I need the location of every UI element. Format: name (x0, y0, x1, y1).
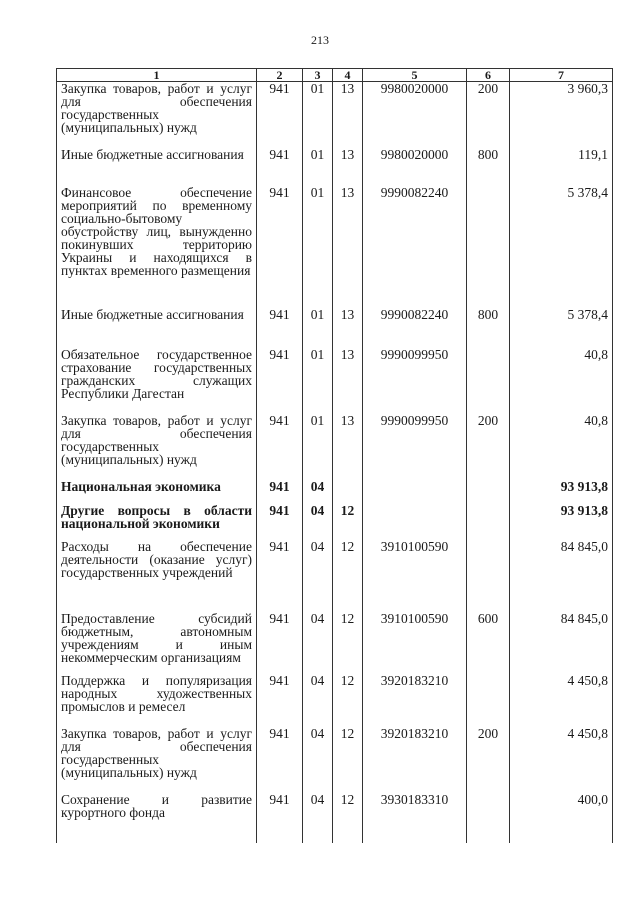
row-target-cell: 3910100590 (363, 540, 467, 612)
row-code-cell: 941 (257, 480, 303, 504)
row-code-cell: 941 (257, 674, 303, 727)
row-subsection-cell: 12 (333, 540, 363, 612)
table-row (57, 186, 613, 308)
row-subsection-cell: 12 (333, 674, 363, 727)
row-target-cell: 9980020000 (363, 148, 467, 186)
row-subsection-cell: 12 (333, 504, 363, 540)
table-row (57, 540, 613, 612)
header-cell: 2 (257, 69, 303, 82)
row-code-cell: 941 (257, 540, 303, 612)
table-row (57, 348, 613, 414)
header-cell: 7 (510, 69, 613, 82)
row-code-cell: 941 (257, 612, 303, 674)
row-amount-cell: 4 450,8 (510, 727, 613, 793)
row-target-cell: 9990099950 (363, 348, 467, 414)
row-section-cell: 01 (303, 308, 333, 348)
row-subsection-cell: 13 (333, 148, 363, 186)
table-row (57, 82, 613, 148)
table-row (57, 793, 613, 843)
row-name-cell: Поддержка и популяризация народных художественных промыслов и ремесел (57, 674, 257, 727)
row-target-cell (363, 504, 467, 540)
row-subsection-cell: 13 (333, 414, 363, 480)
row-type-cell (467, 674, 510, 727)
row-subsection-cell: 12 (333, 612, 363, 674)
table-row (57, 727, 613, 793)
row-section-cell: 04 (303, 540, 333, 612)
row-target-cell: 3910100590 (363, 612, 467, 674)
row-target-cell: 3920183210 (363, 727, 467, 793)
header-row (57, 69, 613, 82)
row-section-cell: 01 (303, 348, 333, 414)
row-code-cell: 941 (257, 727, 303, 793)
row-section-cell: 01 (303, 82, 333, 148)
row-type-cell: 200 (467, 414, 510, 480)
header-cell: 3 (303, 69, 333, 82)
row-section-cell: 04 (303, 480, 333, 504)
row-target-cell: 9990099950 (363, 414, 467, 480)
page-number: 213 (311, 33, 329, 47)
row-target-cell (363, 480, 467, 504)
row-code-cell: 941 (257, 308, 303, 348)
row-type-cell (467, 540, 510, 612)
row-type-cell (467, 480, 510, 504)
row-type-cell (467, 186, 510, 308)
row-subsection-cell: 12 (333, 793, 363, 843)
row-target-cell: 3930183310 (363, 793, 467, 843)
row-type-cell: 800 (467, 148, 510, 186)
table-row (57, 674, 613, 727)
row-amount-cell: 84 845,0 (510, 540, 613, 612)
row-amount-cell: 40,8 (510, 348, 613, 414)
row-code-cell: 941 (257, 186, 303, 308)
row-section-cell: 01 (303, 414, 333, 480)
row-type-cell: 600 (467, 612, 510, 674)
row-code-cell: 941 (257, 82, 303, 148)
table-row (57, 612, 613, 674)
row-target-cell: 9990082240 (363, 186, 467, 308)
row-subsection-cell: 13 (333, 82, 363, 148)
row-subsection-cell: 13 (333, 348, 363, 414)
header-cell: 1 (57, 69, 257, 82)
header-cell: 4 (333, 69, 363, 82)
header-cell: 5 (363, 69, 467, 82)
row-type-cell: 800 (467, 308, 510, 348)
row-amount-cell: 4 450,8 (510, 674, 613, 727)
row-amount-cell: 84 845,0 (510, 612, 613, 674)
row-type-cell (467, 348, 510, 414)
row-amount-cell: 119,1 (510, 148, 613, 186)
row-target-cell: 9990082240 (363, 308, 467, 348)
row-target-cell: 9980020000 (363, 82, 467, 148)
row-name-cell: Закупка товаров, работ и услуг для обеспечения государственных (муниципальных) нужд (57, 727, 257, 793)
table-row (57, 148, 613, 186)
row-section-cell: 04 (303, 793, 333, 843)
row-amount-cell: 40,8 (510, 414, 613, 480)
header-cell: 6 (467, 69, 510, 82)
row-code-cell: 941 (257, 148, 303, 186)
row-code-cell: 941 (257, 793, 303, 843)
row-subsection-cell: 12 (333, 727, 363, 793)
row-amount-cell: 400,0 (510, 793, 613, 843)
row-type-cell (467, 793, 510, 843)
row-type-cell (467, 504, 510, 540)
table-row (57, 504, 613, 540)
row-name-cell: Финансовое обеспечение мероприятий по временному социально-бытовому обустройству лиц, вынужденно покинувших территорию Украины и находящихся в пунктах временного размещения (57, 186, 257, 308)
table-row (57, 480, 613, 504)
table-row (57, 414, 613, 480)
row-name-cell: Другие вопросы в области национальной экономики (57, 504, 257, 540)
row-name-cell: Сохранение и развитие курортного фонда (57, 793, 257, 843)
row-target-cell: 3920183210 (363, 674, 467, 727)
row-subsection-cell: 13 (333, 308, 363, 348)
row-section-cell: 04 (303, 612, 333, 674)
budget-table (56, 68, 613, 843)
row-section-cell: 04 (303, 504, 333, 540)
row-amount-cell: 93 913,8 (510, 480, 613, 504)
row-amount-cell: 93 913,8 (510, 504, 613, 540)
row-name-cell: Национальная экономика (57, 480, 257, 504)
row-name-cell: Предоставление субсидий бюджетным, автономным учреждениям и иным некоммерческим организациям (57, 612, 257, 674)
row-amount-cell: 5 378,4 (510, 308, 613, 348)
row-type-cell: 200 (467, 82, 510, 148)
row-type-cell: 200 (467, 727, 510, 793)
row-subsection-cell: 13 (333, 186, 363, 308)
row-code-cell: 941 (257, 348, 303, 414)
row-amount-cell: 5 378,4 (510, 186, 613, 308)
row-name-cell: Обязательное государственное страхование государственных гражданских служащих Республики Дагестан (57, 348, 257, 414)
row-name-cell: Закупка товаров, работ и услуг для обеспечения государственных (муниципальных) нужд (57, 82, 257, 148)
row-section-cell: 01 (303, 148, 333, 186)
row-code-cell: 941 (257, 504, 303, 540)
row-subsection-cell (333, 480, 363, 504)
row-amount-cell: 3 960,3 (510, 82, 613, 148)
row-name-cell: Иные бюджетные ассигнования (57, 308, 257, 348)
row-code-cell: 941 (257, 414, 303, 480)
row-name-cell: Расходы на обеспечение деятельности (оказание услуг) государственных учреждений (57, 540, 257, 612)
table-row (57, 308, 613, 348)
row-name-cell: Иные бюджетные ассигнования (57, 148, 257, 186)
row-section-cell: 01 (303, 186, 333, 308)
row-section-cell: 04 (303, 674, 333, 727)
row-section-cell: 04 (303, 727, 333, 793)
row-name-cell: Закупка товаров, работ и услуг для обеспечения государственных (муниципальных) нужд (57, 414, 257, 480)
